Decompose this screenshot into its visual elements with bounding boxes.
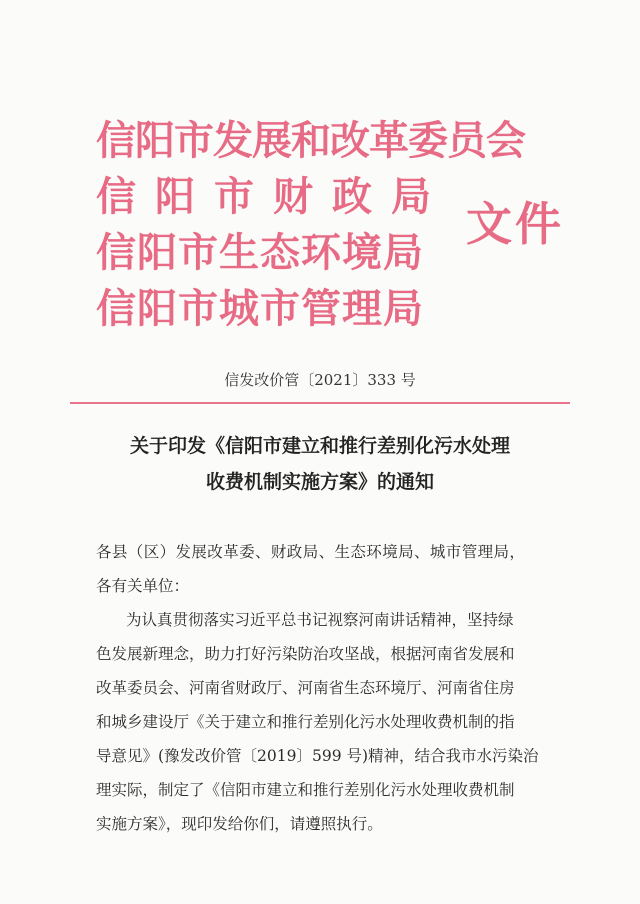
document-header	[96, 116, 576, 336]
document-number: 信发改价管〔2021〕333 号	[224, 371, 416, 389]
issuer-ecology-environment-bureau: 信阳市生态环境局	[96, 229, 424, 276]
paragraph-line: 为认真贯彻落实习近平总书记视察河南讲话精神，坚持绿	[126, 611, 514, 629]
title-line-1: 关于印发《信阳市建立和推行差别化污水处理	[129, 435, 510, 457]
paragraph-line: 和城乡建设厅《关于建立和推行差别化污水处理收费机制的指	[96, 713, 515, 731]
document-title	[70, 428, 570, 500]
paragraph-line: 改革委员会、河南省财政厅、河南省生态环境厅、河南省住房	[96, 679, 515, 697]
title-line-2: 收费机制实施方案》的通知	[205, 471, 434, 493]
issuer-development-reform-commission: 信阳市发展和改革委员会	[96, 117, 525, 164]
addressee-line: 各县（区）发展改革委、财政局、生态环境局、城市管理局，	[96, 543, 526, 561]
paragraph-line: 实施方案》，现印发给你们，请遵照执行。	[96, 815, 383, 833]
addressee-line: 各有关单位：	[96, 577, 190, 595]
paragraph-line: 色发展新理念，助力打好污染防治攻坚战，根据河南省发展和	[96, 645, 515, 663]
red-divider-line	[70, 402, 570, 404]
issuer-finance-bureau: 信阳市财政局	[96, 173, 450, 220]
document-type-label: 文件	[466, 197, 564, 251]
paragraph-line: 理实际，制定了《信阳市建立和推行差别化污水处理收费机制	[96, 781, 515, 799]
paragraph-line: 导意见》(豫发改价管〔2019〕599 号)精神，结合我市水污染治	[96, 747, 539, 765]
issuer-urban-management-bureau: 信阳市城市管理局	[96, 285, 424, 332]
document-body	[96, 535, 576, 841]
